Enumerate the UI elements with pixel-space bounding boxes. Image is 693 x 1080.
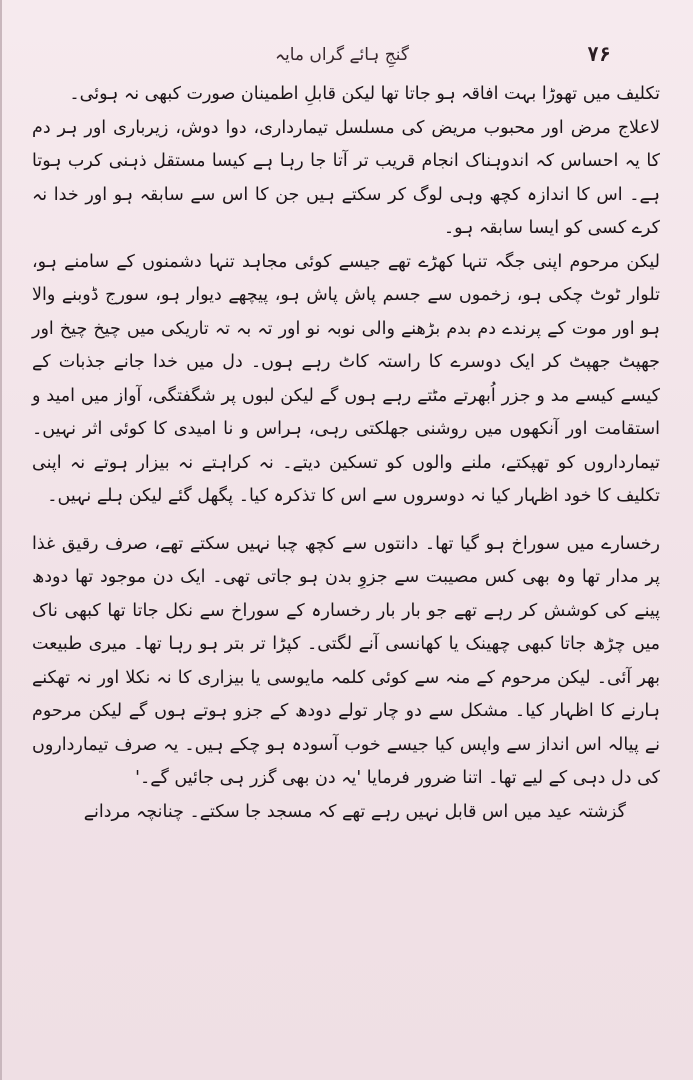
paragraph-4: رخسارے میں سوراخ ہو گیا تھا۔ دانتوں سے کچھ چبا نہیں سکتے تھے، صرف رقیق غذا پر مدار تھا وہ بھی کس مصیبت سے جزوِ بدن ہو جاتی تھی۔ ایک دن موجود تھا دودھ پینے کی کوشش کر رہے تھے جو بار بار رخسارہ کے سوراخ سے نکل جاتا تھا کبھی ناک میں چڑھ جاتا کبھی چھینک یا کھانسی آنے لگتی۔ کپڑا تر بتر ہو رہا تھا۔ میری طبیعت بھر آئی۔ لیکن مرحوم کے منہ سے کوئی کلمہ مایوسی یا بیزاری کا نہ نکلا اور نہ تھکنے ہارنے کا اظہار کیا۔ مشکل سے دو چار تولے دودھ کے جزو ہوتے ہوں گے لیکن مرحوم نے پیالہ اس انداز سے واپس کیا جیسے خوب آسودہ ہو چکے ہیں۔ یہ صرف تیمارداروں کی دل دہی کے لیے تھا۔ اتنا ضرور فرمایا 'یہ دن بھی گزر ہی جائیں گے۔' bbox=[32, 533, 660, 788]
body-text bbox=[32, 78, 660, 829]
page-number: ۷۶ bbox=[587, 42, 612, 66]
paragraph-1: تکلیف میں تھوڑا بہت افاقہ ہو جاتا تھا لیکن قابلِ اطمینان صورت کبھی نہ ہوئی۔ bbox=[69, 84, 660, 104]
paragraph-3: لیکن مرحوم اپنی جگہ تنہا کھڑے تھے جیسے کوئی مجاہد تنہا دشمنوں کے سامنے ہو، تلوار ٹوٹ چکی ہو، زخموں سے جسم پاش پاش ہو، پیچھے دیوار ہو، سورج ڈوبنے والا ہو اور موت کے پرندے دم بدم بڑھنے والی نوبہ نو اور تہ بہ تہ تاریکی میں چیخ چیخ اور جھپٹ جھپٹ کر ایک دوسرے کا راستہ کاٹ رہے ہوں۔ دل میں خدا جانے جذبات کے کیسے کیسے مد و جزر اُبھرتے مٹتے رہے ہوں گے لیکن لبوں پر شگفتگی، آواز میں امید و استقامت اور آنکھوں میں روشنی جھلکتی رہی، ہراس و نا امیدی کا کوئی اثر نہیں۔ تیمارداروں کو تھپکتے، ملنے والوں کو تسکین دیتے۔ نہ کراہتے نہ بیزار ہوتے نہ اپنی تکلیف کا خود اظہار کیا نہ دوسروں سے اس کا تذکرہ کیا۔ پگھل گئے لیکن ہلے نہیں۔ bbox=[32, 251, 660, 506]
running-title: گنجِ ہائے گراں مایہ bbox=[275, 45, 409, 65]
page-header bbox=[2, 42, 693, 82]
paragraph-2: لاعلاج مرض اور محبوب مریض کی مسلسل تیمارداری، دوا دوش، زیرباری اور ہر دم کا یہ احساس کہ اندوہناک انجام قریب تر آتا جا رہا ہے کیسا مستقل ذہنی کرب ہوتا ہے۔ اس کا اندازہ کچھ وہی لوگ کر سکتے ہیں جن کا اس سے سابقہ ہو اور خدا نہ کرے کسی کو ایسا سابقہ ہو۔ bbox=[32, 117, 660, 238]
paragraph-5: گزشتہ عید میں اس قابل نہیں رہے تھے کہ مسجد جا سکتے۔ چنانچہ مردانے bbox=[83, 801, 626, 822]
